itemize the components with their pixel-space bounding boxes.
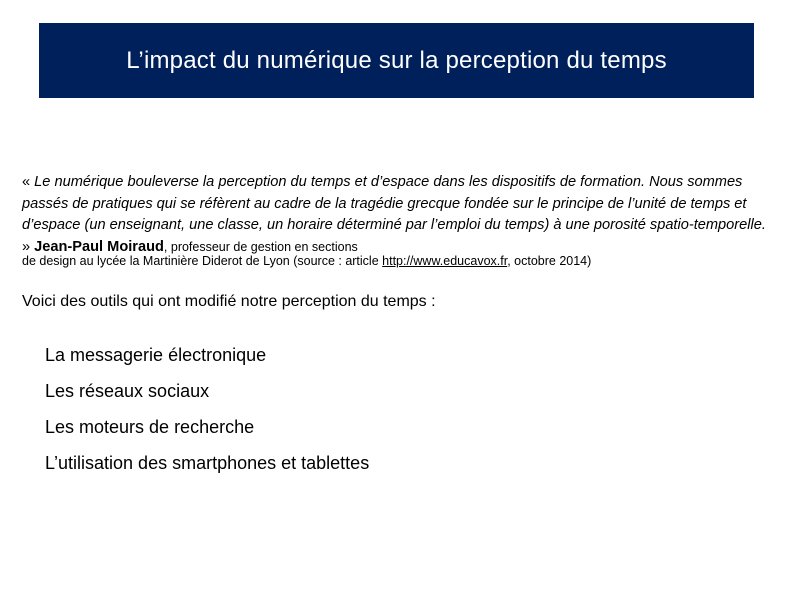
- quote-source: [22, 252, 767, 270]
- tools-list: [45, 343, 369, 487]
- quote-open-mark: «: [22, 174, 35, 190]
- list-item: L’utilisation des smartphones et tablettes: [45, 453, 370, 473]
- list-item: La messagerie électronique: [45, 345, 267, 365]
- slide-title: L’impact du numérique sur la perception du temps: [126, 46, 667, 74]
- tools-intro: Voici des outils qui ont modifié notre perception du temps :: [22, 293, 436, 310]
- quote-author-role: , professeur de gestion en sections: [163, 239, 358, 254]
- list-item: Les réseaux sociaux: [45, 381, 210, 401]
- quote-block: [22, 172, 767, 258]
- title-banner: [39, 23, 754, 98]
- quote-close-mark: »: [22, 238, 35, 255]
- source-prefix: de design au lycée la Martinière Diderot de Lyon (source : article: [22, 254, 383, 268]
- quote-text: Le numérique bouleverse la perception du temps et d’espace dans les dispositifs de formation. Nous sommes passés de pratiques qui se réfèrent au cadre de la tragédie grecque fondée sur le principe de l’unité de temps et d’espace (un enseignant, une classe, un horaire déterminé par l’emploi du temps) à une porosité spatio-temporelle.: [22, 174, 766, 233]
- source-link[interactable]: http://www.educavox.fr: [382, 254, 508, 268]
- list-item: Les moteurs de recherche: [45, 417, 255, 437]
- quote-author: Jean-Paul Moiraud: [34, 238, 164, 255]
- source-suffix: , octobre 2014): [507, 254, 592, 268]
